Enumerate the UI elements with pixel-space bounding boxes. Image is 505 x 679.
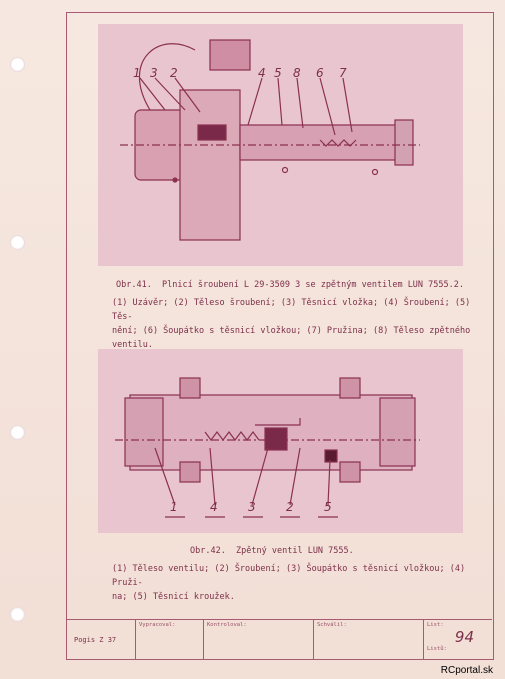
figure-41-caption: Obr.41. Plnicí šroubení L 29-3509 3 se zpětným ventilem LUN 7555.2.	[116, 280, 464, 290]
part-number: 1	[133, 66, 141, 80]
part-number: 4	[258, 66, 266, 80]
part-number: 2	[286, 500, 294, 514]
title-block-cell	[204, 620, 314, 659]
figure-41-legend-line: nění; (6) Šoupátko s těsnicí vložkou; (7) Pružina; (8) Těleso zpětného ventilu.	[112, 326, 471, 350]
part-number: 5	[274, 66, 282, 80]
figure-42-legend-line: na; (5) Těsnicí kroužek.	[112, 592, 235, 602]
figure-41-legend-line: (1) Uzávěr; (2) Těleso šroubení; (3) Těsnicí vložka; (4) Šroubení; (5) Těs-	[112, 298, 471, 322]
figure-42-caption: Obr.42. Zpětný ventil LUN 7555.	[190, 546, 354, 556]
part-number: 6	[316, 66, 324, 80]
part-number: 3	[248, 500, 256, 514]
prepared-by-label: Vypracoval:	[139, 622, 176, 628]
sheets-label: Listů:	[427, 646, 447, 652]
page-label: Pogis Z 37	[74, 636, 117, 644]
part-number: 1	[170, 500, 178, 514]
title-block-sheet-cell	[424, 620, 492, 659]
part-number: 5	[324, 500, 332, 514]
figure-41-legend	[112, 296, 492, 352]
part-number: 3	[150, 66, 158, 80]
part-number: 8	[293, 66, 301, 80]
title-block-cell	[136, 620, 204, 659]
sheet-label: List:	[427, 622, 444, 628]
part-number: 4	[210, 500, 218, 514]
title-block	[66, 619, 492, 659]
watermark: RCportal.sk	[440, 665, 493, 676]
figure-42-legend	[112, 562, 492, 604]
title-block-cell	[314, 620, 424, 659]
part-number: 2	[170, 66, 178, 80]
approved-by-label: Schválil:	[317, 622, 347, 628]
title-block-page-cell	[66, 620, 136, 659]
figure-42-legend-line: (1) Těleso ventilu; (2) Šroubení; (3) Šoupátko s těsnicí vložkou; (4) Pruži-	[112, 564, 466, 588]
part-number: 7	[339, 66, 347, 80]
sheet-number: 94	[454, 628, 474, 646]
checked-by-label: Kontroloval:	[207, 622, 247, 628]
